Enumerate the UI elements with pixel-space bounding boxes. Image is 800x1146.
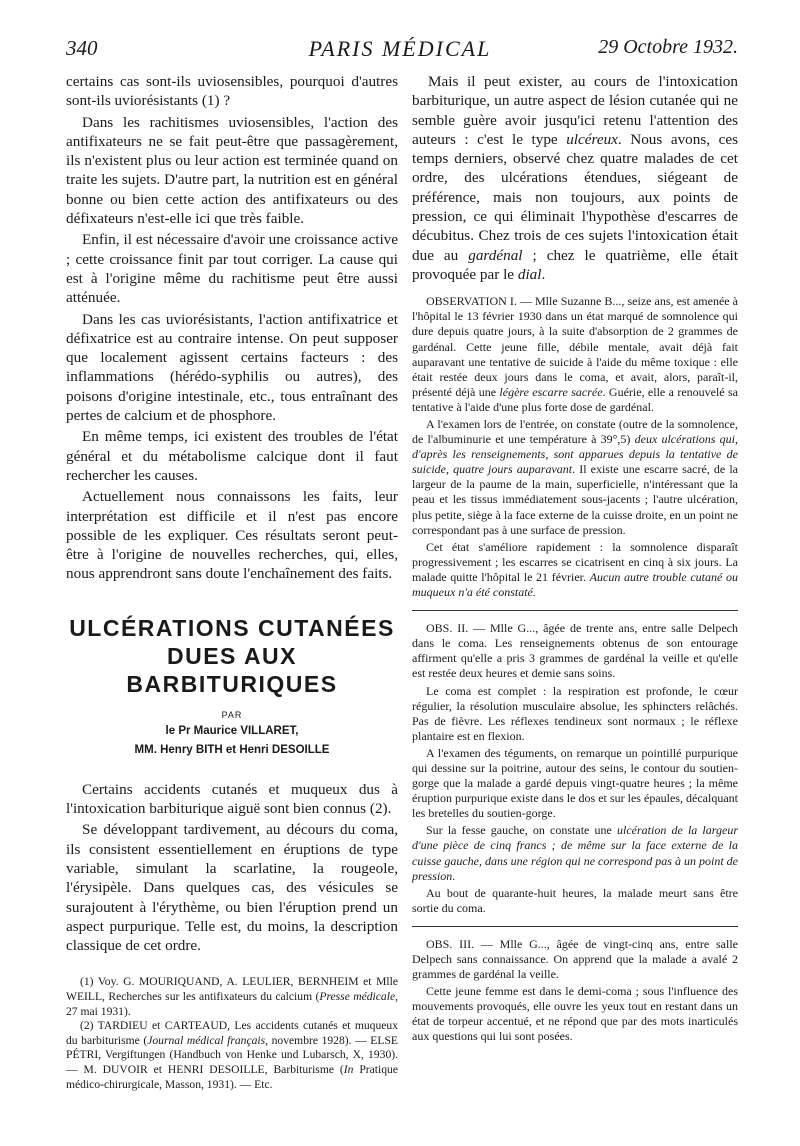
observation-2-para-3: A l'examen des téguments, on remarque un pointillé purpurique qui dessine sur la poitrine, autour des seins, le contour du soutien-gorge que la malade a gardé depuis vingt-quatre heures ; la même éruption purpurique existe dans le dos et sur les épaules, décalquant les bretelles du soutien-gorge. — [412, 745, 738, 821]
issue-date: 29 Octobre 1932. — [598, 36, 738, 58]
paragraph: certains cas sont-ils uviosensibles, pourquoi d'autres sont-ils uviorésistants (1) ? — [66, 73, 398, 110]
page-number: 340 — [66, 36, 98, 60]
paragraph: Enfin, il est nécessaire d'avoir une croissance active ; cette croissance finit par tout corriger. La cause qui est à l'origine même du rachitisme peut être aussi atténuée. — [66, 231, 398, 307]
authors-line-1: le Pr Maurice VILLARET, — [165, 724, 299, 737]
observation-3-para-1: OBS. III. — Mlle G..., âgée de vingt-cinq ans, entre salle Delpech sans connaissance. On apprend que la malade a avalé 2 grammes de gardénal la veille. — [412, 936, 738, 982]
footnote-1: (1) Voy. G. MOURIQUAND, A. LEULIER, BERNHEIM et Mlle WEILL, Recherches sur les antifixateurs du calcium (Presse médicale, 27 mai 1931). — [66, 975, 398, 1018]
byline-par: PAR — [221, 709, 243, 720]
paragraph: Certains accidents cutanés et muqueux dus à l'intoxication barbiturique aiguë sont bien connus (2). — [66, 780, 398, 818]
journal-title: PARIS MÉDICAL — [308, 36, 492, 61]
observation-2-para-1: OBS. II. — Mlle G..., âgée de trente ans, entre salle Delpech dans le coma. Les renseignements obtenus de son entourage affirment qu'elle a pris 3 grammes de gardénal la veille et qu'elle est restée deux heures et demie sans soins. — [412, 621, 738, 681]
paragraph: En même temps, ici existent des troubles de l'état général et du métabolisme calcique dont il faut rechercher les causes. — [66, 428, 398, 484]
footnote-2: (2) TARDIEU et CARTEAUD, Les accidents cutanés et muqueux du barbiturisme (Journal médical français, novembre 1928). — ELSE PÉTRI, Vergiftungen (Handbuch von Henke und Lubarsch, X, 1930). — M. DUVOIR et HENRI DESOILLE, Barbiturisme (In Pratique médico-chirurgicale, Masson, 1931). — Etc. — [66, 1019, 398, 1091]
article-title-line-2: DUES AUX BARBITURIQUES — [126, 642, 338, 697]
section-divider — [412, 610, 738, 611]
right-column — [412, 72, 738, 1045]
footnotes — [66, 975, 398, 1092]
article-title-line-1: ULCÉRATIONS CUTANÉES — [69, 614, 395, 641]
paragraph: Se développant tardivement, au décours du coma, ils consistent essentiellement en éruptions de type variable, simulant la scarlatine, la rougeole, l'érysipèle. Dans quelques cas, des vésicules se surajoutent à l'érythème, ou bien l'éruption prend un aspect purpurique. Telle est, du moins, la description classique de cet ordre. — [66, 821, 398, 955]
running-header — [0, 36, 800, 66]
observation-3-para-2: Cette jeune femme est dans le demi-coma ; sous l'influence des mouvements provoqués, elle ouvre les yeux tout en restant dans un état de torpeur accentué, et ne répond que par des mots inarticulés aux questions qui lui sont posées. — [412, 984, 738, 1044]
observation-2-para-4: Sur la fesse gauche, on constate une ulcération de la largeur d'une pièce de cinq francs ; de même sur la face externe de la cuisse gauche, dans une région qui ne correspond pas à un point de pression. — [412, 823, 738, 883]
section-divider — [412, 926, 738, 927]
paragraph: Actuellement nous connaissons les faits, leur interprétation est difficile et il n'est pas encore possible de les expliquer. Ces résultats seront peut-être à l'origine de nouvelles recherches, qui, elles, nous apprendront sans doute l'enchaînement des faits. — [66, 488, 398, 583]
observation-2-para-2: Le coma est complet : la respiration est profonde, le cœur régulier, la résolution musculaire absolue, les sphincters relâchés. Pas de fièvre. Les réflexes tendineux sont normaux ; le réflexe plantaire est en flexion. — [412, 683, 738, 743]
observation-1-para-1: OBSERVATION I. — Mlle Suzanne B..., seize ans, est amenée à l'hôpital le 13 février 1930 dans un état marqué de somnolence qui dure depuis quatre jours, à la suite d'absorption de 2 grammes de gardénal. Cette jeune fille, débile mentale, avait déjà fait auparavant une tentative de suicide à l'aide du même toxique : elle était restée deux jours dans le coma, et avait, alors, paraît-il, présenté déjà une légère escarre sacrée. Guérie, elle a renouvelé sa tentative à l'aide d'une plus forte dose de gardénal. — [412, 294, 738, 414]
left-column — [66, 72, 398, 1092]
observation-2-para-5: Au bout de quarante-huit heures, la malade meurt sans être sortie du coma. — [412, 885, 738, 915]
authors-line-2: MM. Henry BITH et Henri DESOILLE — [134, 743, 330, 756]
paragraph: Mais il peut exister, au cours de l'intoxication barbiturique, un autre aspect de lésion cutanée qui ne semble guère avoir jusqu'ici retenu l'attention des auteurs : c'est le type ulcéreux. Nous avons, ces temps derniers, observé chez quatre malades de cet ordre, des ulcérations étendues, siégeant de préférence, mais non toujours, aux points de pression, ce qui éliminait l'hypothèse d'escarres de décubitus. Chez trois de ces sujets l'intoxication était due au gardénal ; chez le quatrième, elle était provoquée par le dial. — [412, 73, 738, 283]
article-title-block — [66, 614, 398, 758]
observation-1-para-2: A l'examen lors de l'entrée, on constate (outre de la somnolence, de l'albuminurie et une température à 39°,5) deux ulcérations qui, d'après les renseignements, sont apparues depuis la tentative de suicide, quatre jours auparavant. Il existe une escarre sacré, de la largeur de la paume de la main, superficielle, n'intéressant que la peau et les tissus immédiatement sous-jacents ; l'autre ulcération, plus petite, siège à la face externe de la cuisse droite, en un point ne correspondant pas à une surface de pression. — [412, 417, 739, 537]
paragraph: Dans les cas uviorésistants, l'action antifixatrice et défixatrice est au contraire intense. On peut supposer que localement agissent certains facteurs : des inflammations (hérédo-syphilis ou autres), des poisons d'origine intestinale, etc., tous entraînant des pertes de calcium et de phosphore. — [66, 310, 398, 425]
paragraph: Dans les rachitismes uviosensibles, l'action des antifixateurs ne se fait peut-être que passagèrement, ils n'existent plus ou leur action est terminée quand on traite les sujets. D'autre part, la nutrition est en général bonne ou bien cette action des antifixateurs ou des défixateurs n'est-elle ici que très faible. — [66, 113, 398, 228]
observation-1-para-3: Cet état s'améliore rapidement : la somnolence disparaît progressivement ; les escarres se cicatrisent en cinq à six jours. La malade quitte l'hôpital le 21 février. Aucun autre trouble cutané ou muqueux n'a été constaté. — [412, 539, 738, 600]
